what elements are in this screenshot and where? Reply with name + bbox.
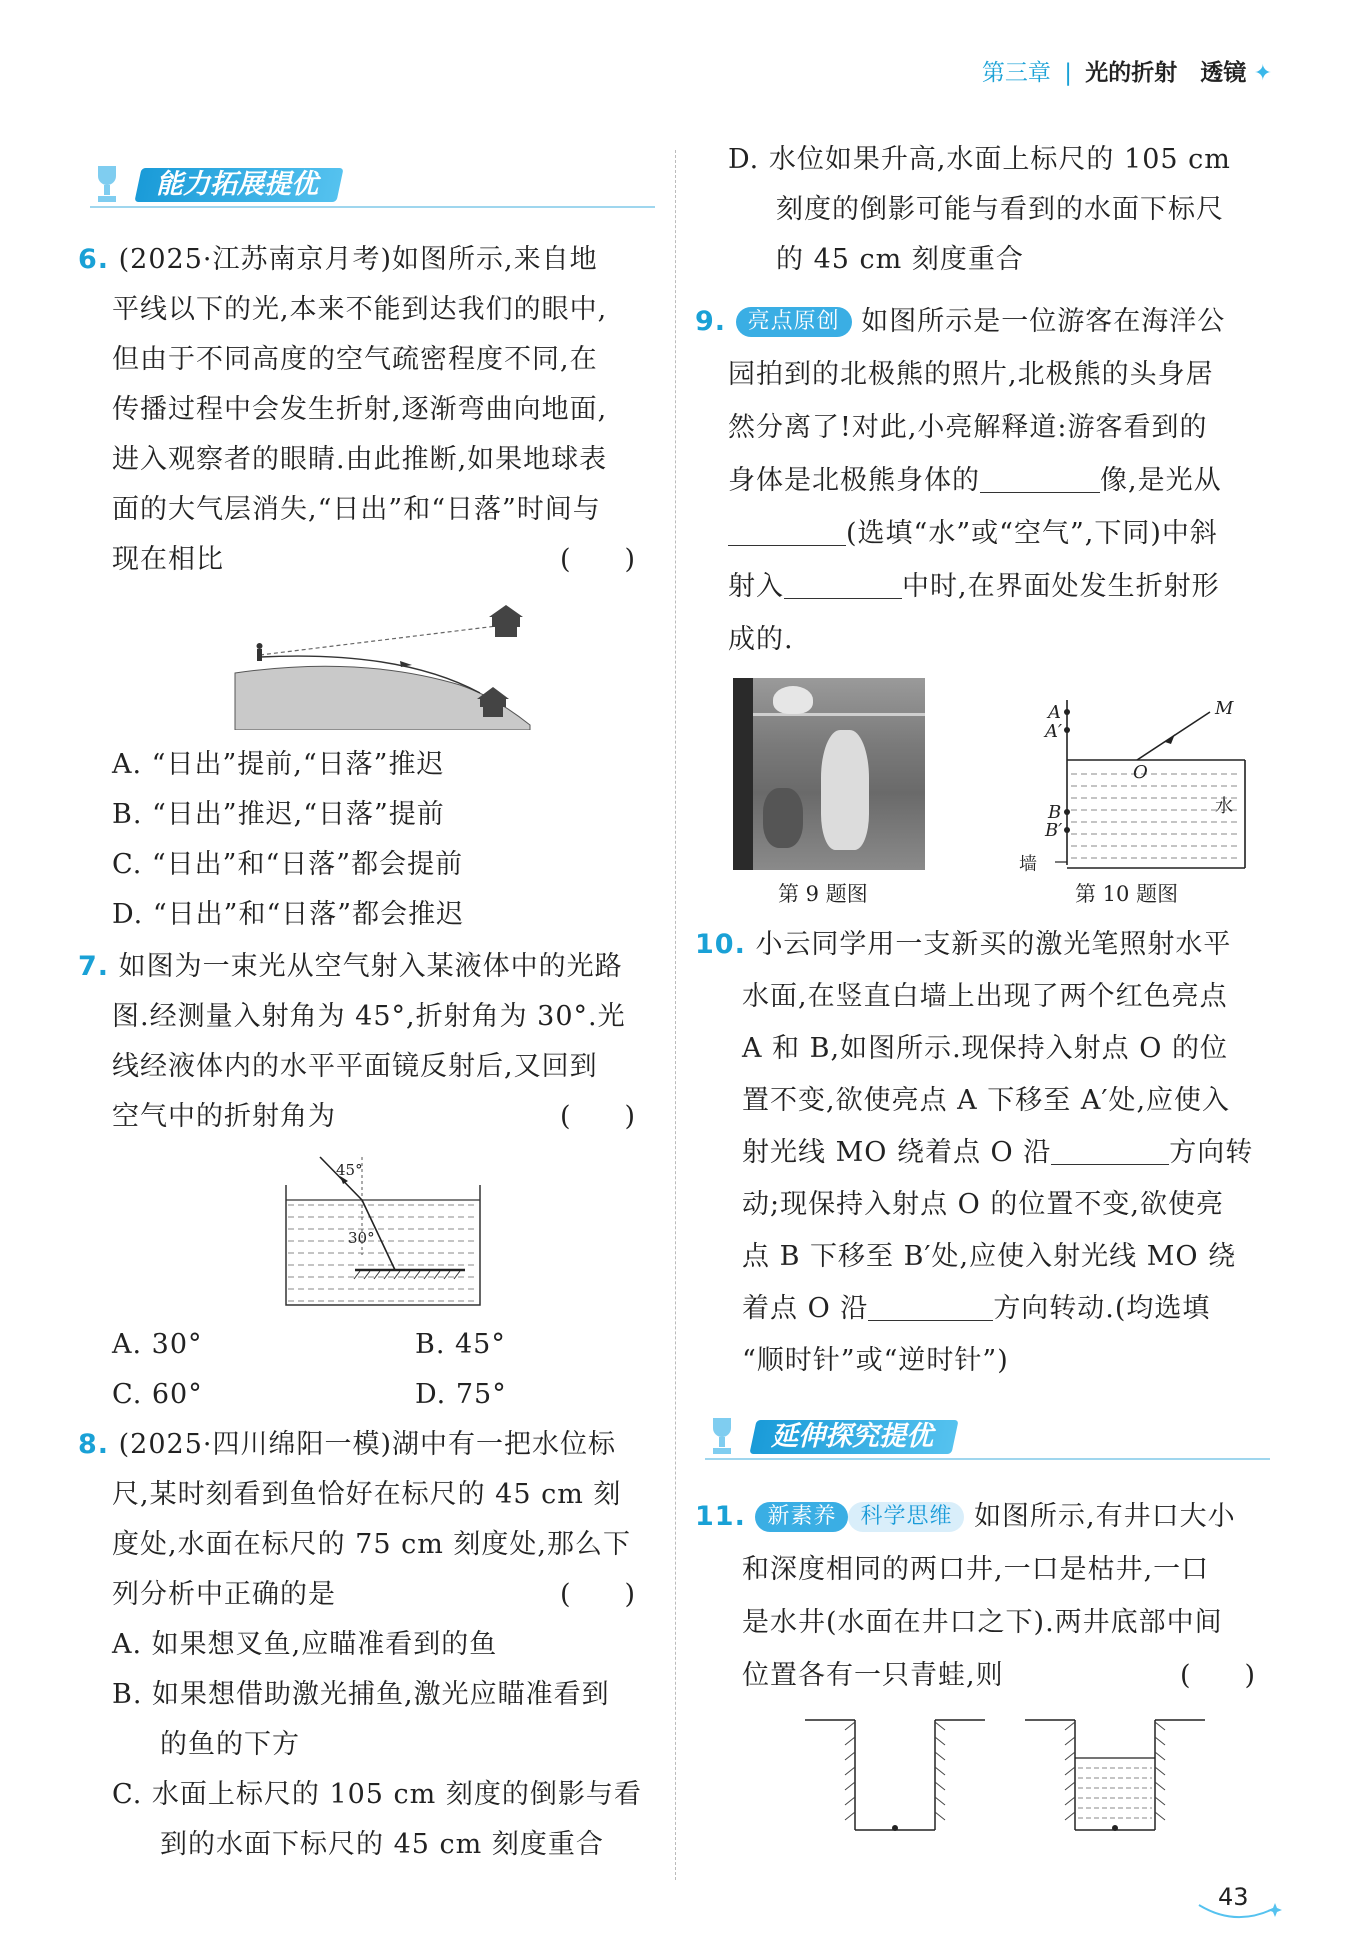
chapter-title: 光的折射 透镜 <box>1085 60 1247 86</box>
q6-option-d: D. “日出”和“日落”都会推迟 <box>112 899 465 930</box>
q8-line-4: 列分析中正确的是 <box>112 1579 336 1610</box>
q8-option-d-cont: 刻度的倒影可能与看到的水面下标尺 <box>776 194 1224 225</box>
q10-label-water: 水 <box>1215 796 1233 817</box>
q6-number: 6. <box>78 244 110 275</box>
q9-caption: 第 9 题图 <box>778 882 868 906</box>
q8-option-d-cont2: 的 45 cm 刻度重合 <box>776 244 1024 275</box>
q10-line-5: 射光线 MO 绕着点 O 沿 方向转 <box>742 1133 1253 1173</box>
q6-line-3: 但由于不同高度的空气疏密程度不同,在 <box>112 344 598 375</box>
q7-line-1: 7. 如图为一束光从空气射入某液体中的光路 <box>78 951 623 982</box>
section-banner-extension <box>705 1420 1270 1460</box>
section-title-ability: 能力拓展提优 <box>156 169 318 200</box>
page-number-swoosh-icon <box>1195 1895 1285 1925</box>
page-number: 43 <box>1218 1883 1249 1911</box>
q10-line-8: 着点 O 沿 方向转动.(均选填 <box>742 1289 1210 1329</box>
q8-option-c-cont: 到的水面下标尺的 45 cm 刻度重合 <box>160 1829 604 1860</box>
q11-number: 11. <box>695 1501 746 1532</box>
q6-line-7: 现在相比 <box>112 544 224 575</box>
q8-option-d: D. 水位如果升高,水面上标尺的 105 cm <box>728 144 1231 175</box>
sparkle-icon: ✦ <box>1253 61 1272 86</box>
q10-blank-1[interactable] <box>1051 1134 1169 1165</box>
chapter-label: 第三章 <box>981 60 1051 86</box>
q6-option-c: C. “日出”和“日落”都会提前 <box>112 849 464 880</box>
q10-line-9: “顺时针”或“逆时针”) <box>742 1345 1009 1376</box>
q7-option-c: C. 60° <box>112 1379 203 1410</box>
q7-angle-30: 30° <box>348 1229 375 1247</box>
q7-answer-paren: ( ) <box>560 1101 636 1132</box>
q7-line-2: 图.经测量入射角为 45°,折射角为 30°.光 <box>112 1001 626 1032</box>
q7-angle-45: 45° <box>336 1161 363 1179</box>
q7-option-d: D. 75° <box>415 1379 507 1410</box>
q10-label-m: M <box>1215 698 1234 719</box>
q8-line-3: 度处,水面在标尺的 75 cm 刻度处,那么下 <box>112 1529 631 1560</box>
q8-option-b: B. 如果想借助激光捕鱼,激光应瞄准看到 <box>112 1679 610 1710</box>
q9-tag-original: 亮点原创 <box>736 307 852 337</box>
header-separator: | <box>1064 60 1072 86</box>
q6-figure-sunset <box>230 595 560 730</box>
q10-line-2: 水面,在竖直白墙上出现了两个红色亮点 <box>742 981 1228 1012</box>
q7-line-4: 空气中的折射角为 <box>112 1101 336 1132</box>
q9-line-6: 射入 中时,在界面处发生折射形 <box>728 567 1220 607</box>
q10-line-7: 点 B 下移至 B′处,应使入射光线 MO 绕 <box>742 1241 1237 1272</box>
trophy-icon <box>705 1414 739 1458</box>
q9-blank-1[interactable] <box>980 462 1100 493</box>
q11-answer-paren: ( ) <box>1180 1660 1256 1691</box>
q8-answer-paren: ( ) <box>560 1579 636 1610</box>
column-divider <box>675 150 676 1880</box>
q9-blank-3[interactable] <box>784 568 902 599</box>
q9-line-5: (选填“水”或“空气”,下同)中斜 <box>728 514 1218 554</box>
q8-option-b-cont: 的鱼的下方 <box>160 1729 300 1760</box>
q10-blank-2[interactable] <box>868 1290 993 1321</box>
q6-answer-paren: ( ) <box>560 544 636 575</box>
q10-label-a: A <box>1048 702 1061 723</box>
trophy-icon <box>90 162 124 206</box>
q9-blank-2[interactable] <box>728 515 846 546</box>
q11-line-3: 是水井(水面在井口之下).两井底部中间 <box>742 1607 1223 1638</box>
q8-option-a: A. 如果想叉鱼,应瞄准看到的鱼 <box>112 1629 498 1660</box>
q11-line-2: 和深度相同的两口井,一口是枯井,一口 <box>742 1554 1210 1585</box>
q7-number: 7. <box>78 951 110 982</box>
page-header <box>982 58 1272 89</box>
q9-number: 9. <box>695 306 727 337</box>
q9-line-2: 园拍到的北极熊的照片,北极熊的头身居 <box>728 359 1214 390</box>
q10-label-b-prime: B′ <box>1045 820 1063 841</box>
q10-figure-laser <box>1015 690 1260 880</box>
q6-option-b: B. “日出”推迟,“日落”提前 <box>112 799 445 830</box>
q10-caption: 第 10 题图 <box>1075 882 1179 906</box>
q8-option-c: C. 水面上标尺的 105 cm 刻度的倒影与看 <box>112 1779 642 1810</box>
q10-line-4: 置不变,欲使亮点 A 下移至 A′处,应使入 <box>742 1085 1231 1116</box>
q10-number: 10. <box>695 929 746 960</box>
q10-line-1: 10. 小云同学用一支新买的激光笔照射水平 <box>695 929 1232 960</box>
q6-line-2: 平线以下的光,本来不能到达我们的眼中, <box>112 294 608 325</box>
section-title-extension: 延伸探究提优 <box>771 1421 933 1452</box>
q6-line-6: 面的大气层消失,“日出”和“日落”时间与 <box>112 494 601 525</box>
q9-polar-bear-photo <box>733 678 925 870</box>
q11-tag-thinking: 科学思维 <box>848 1502 964 1532</box>
q10-line-3: A 和 B,如图所示.现保持入射点 O 的位 <box>742 1033 1228 1064</box>
q11-figure-wells <box>805 1710 1210 1840</box>
q10-label-b: B <box>1048 802 1062 823</box>
q9-line-3: 然分离了!对此,小亮解释道:游客看到的 <box>728 412 1208 443</box>
q7-line-3: 线经液体内的水平平面镜反射后,又回到 <box>112 1051 598 1082</box>
q10-label-a-prime: A′ <box>1045 721 1063 742</box>
q10-label-o: O <box>1133 762 1148 783</box>
q10-label-wall: 墙 <box>1019 854 1037 875</box>
q11-line-1: 11. 新素养 科学思维 如图所示,有井口大小 <box>695 1501 1236 1532</box>
q8-line-1: 8. (2025·四川绵阳一模)湖中有一把水位标 <box>78 1429 617 1460</box>
q8-number: 8. <box>78 1429 110 1460</box>
q9-line-1: 9. 亮点原创 如图所示是一位游客在海洋公 <box>695 306 1226 337</box>
q11-line-4: 位置各有一只青蛙,则 <box>742 1660 1004 1691</box>
q6-line-4: 传播过程中会发生折射,逐渐弯曲向地面, <box>112 394 608 425</box>
q6-line-1: 6. (2025·江苏南京月考)如图所示,来自地 <box>78 244 598 275</box>
q6-option-a: A. “日出”提前,“日落”推迟 <box>112 749 445 780</box>
q9-line-4: 身体是北极熊身体的 像,是光从 <box>728 461 1222 501</box>
q6-line-5: 进入观察者的眼睛.由此推断,如果地球表 <box>112 444 608 475</box>
q8-line-2: 尺,某时刻看到鱼恰好在标尺的 45 cm 刻 <box>112 1479 622 1510</box>
q10-line-6: 动;现保持入射点 O 的位置不变,欲使亮 <box>742 1189 1224 1220</box>
q11-tag-literacy: 新素养 <box>755 1502 848 1532</box>
section-banner-ability <box>90 168 655 208</box>
q7-option-b: B. 45° <box>415 1329 506 1360</box>
q7-figure-refraction <box>280 1145 490 1315</box>
q7-option-a: A. 30° <box>112 1329 203 1360</box>
q9-line-7: 成的. <box>728 624 794 655</box>
